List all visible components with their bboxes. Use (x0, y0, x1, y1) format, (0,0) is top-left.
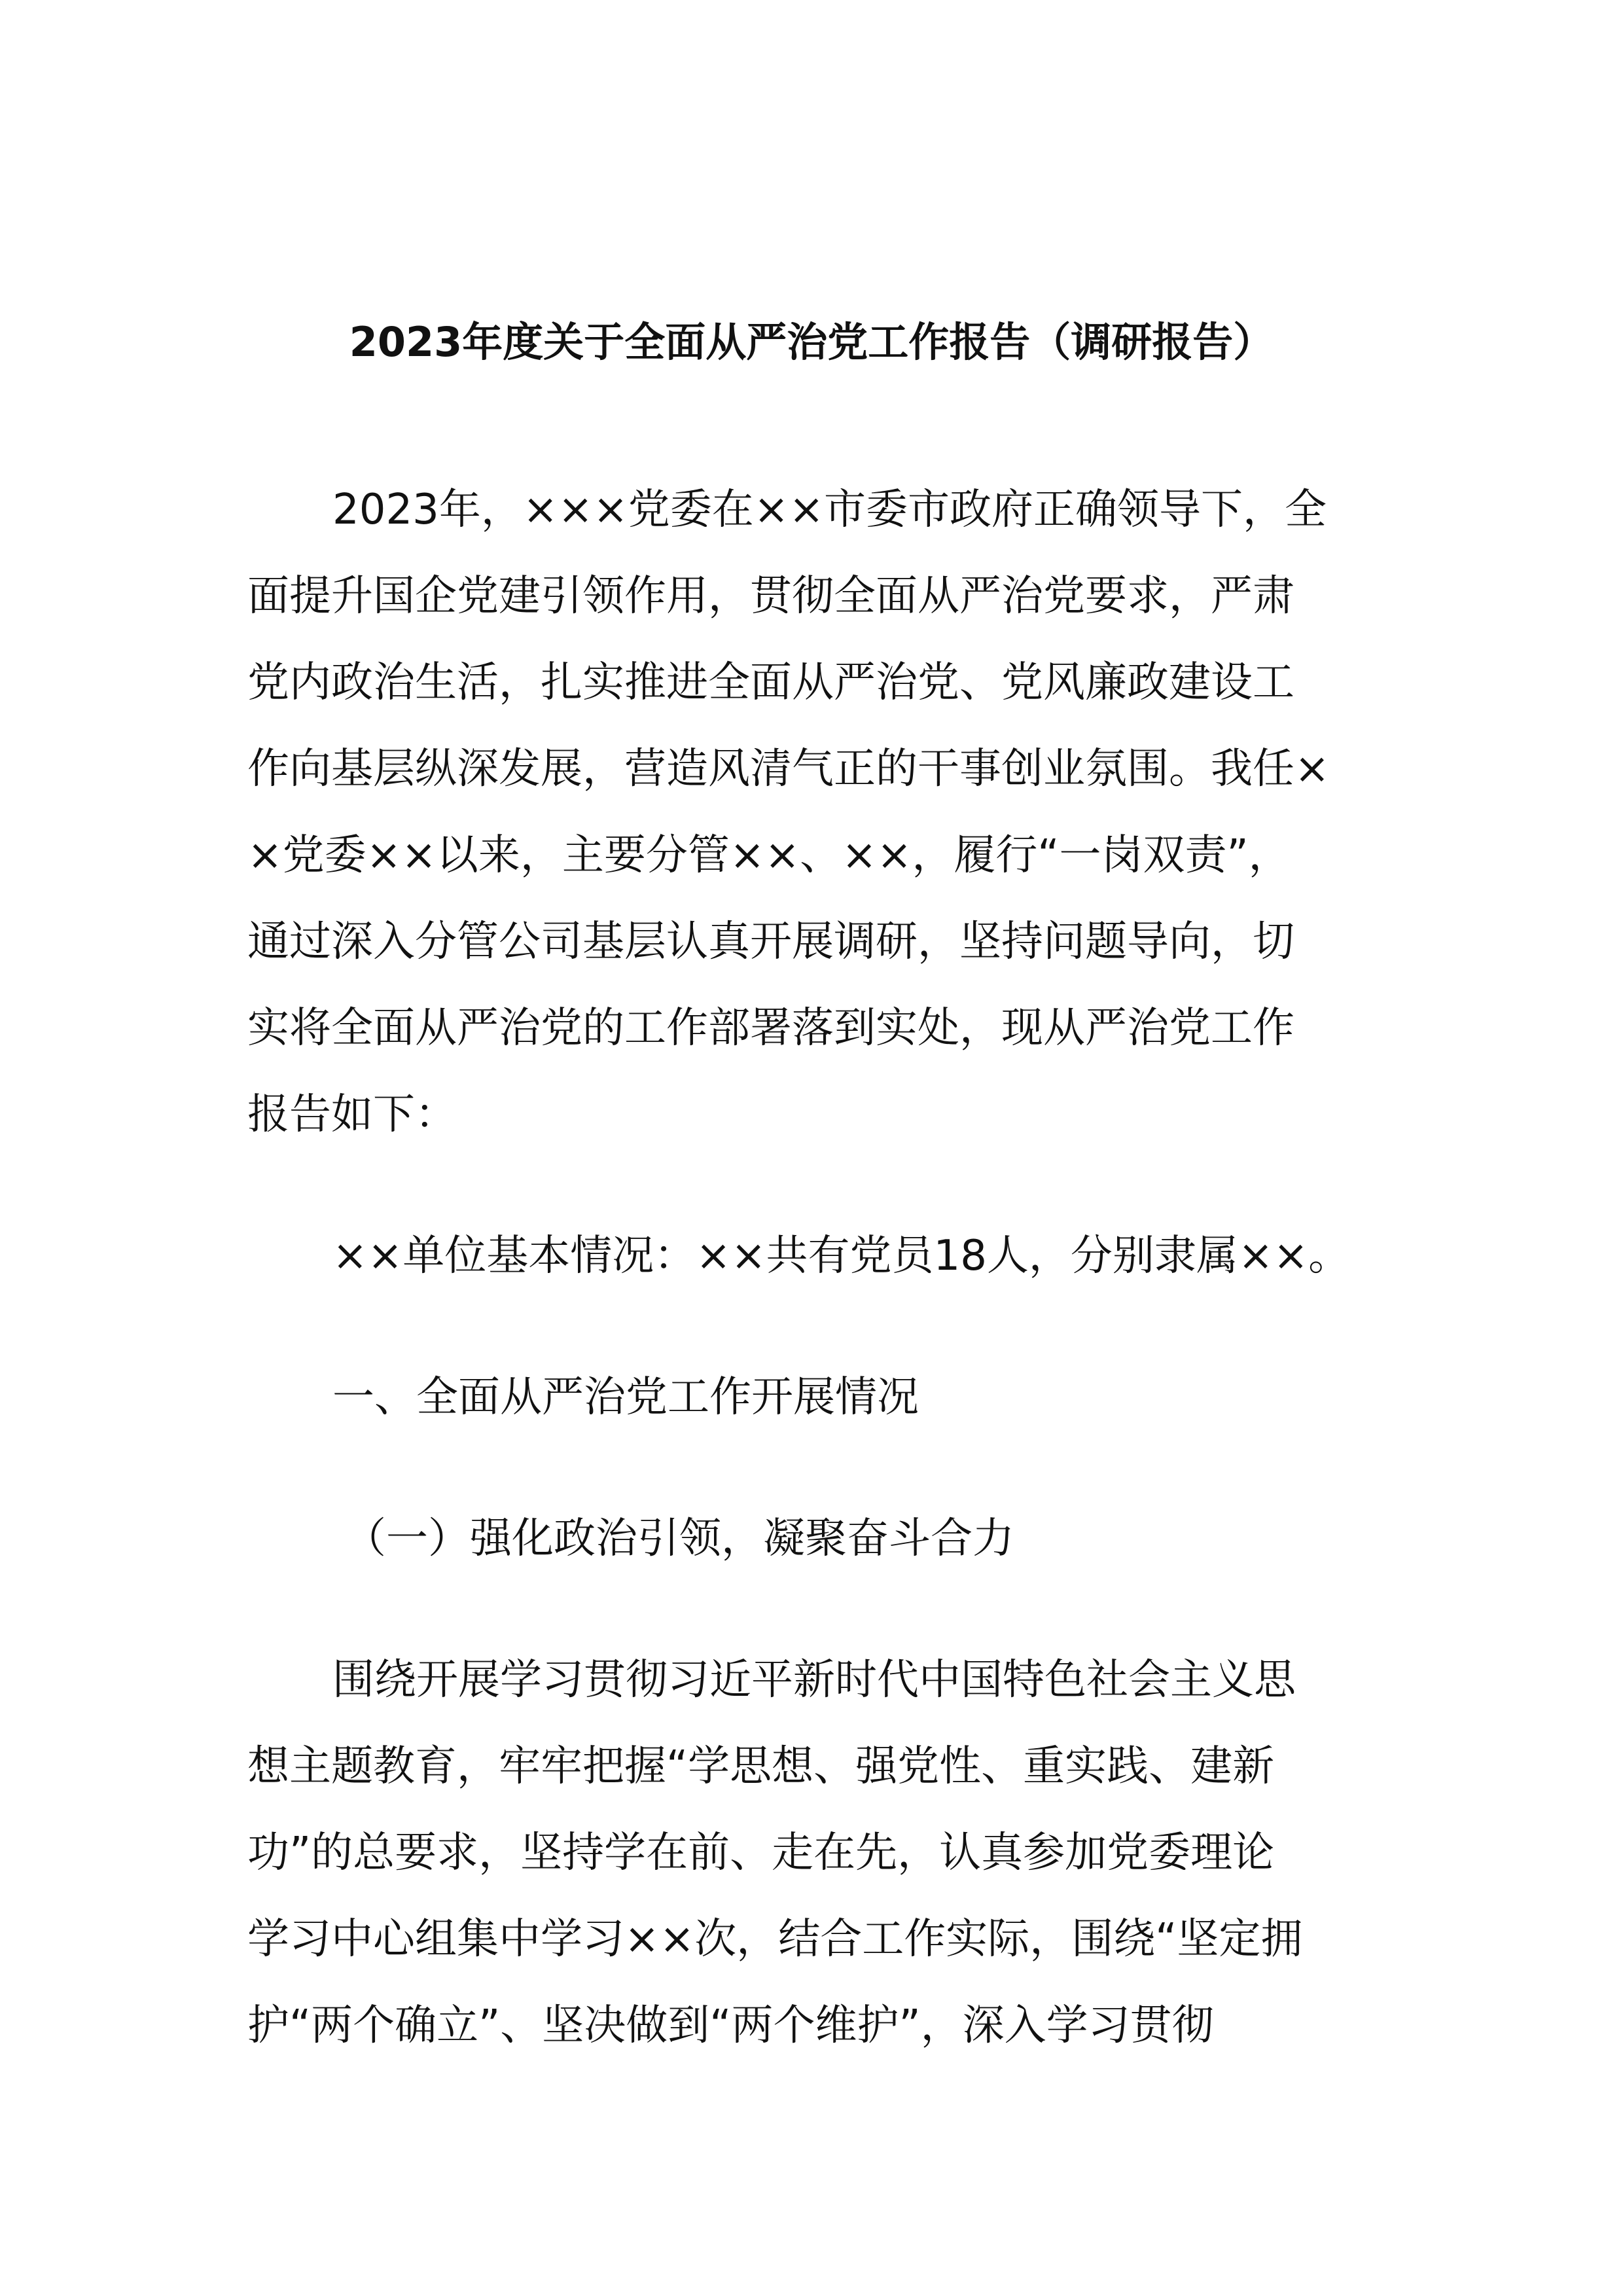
section-body-line-5: 护“两个确立”、坚决做到“两个维护”，深入学习贯彻 (247, 2001, 1214, 2050)
intro-line-7: 实将全面从严治党的工作部署落到实处，现从严治党工作 (247, 1004, 1294, 1052)
basic-info-paragraph: ××单位基本情况：××共有党员18人，分别隶属××。 (332, 1232, 1351, 1280)
intro-line-2: 面提升国企党建引领作用，贯彻全面从严治党要求，严肃 (247, 572, 1294, 620)
intro-line-3: 党内政治生活，扎实推进全面从严治党、党风廉政建设工 (247, 658, 1294, 707)
section-body-line-1: 围绕开展学习贯彻习近平新时代中国特色社会主义思 (332, 1656, 1296, 1704)
document-title: 2023年度关于全面从严治党工作报告（调研报告） (349, 318, 1274, 366)
section-body-line-4: 学习中心组集中学习××次，结合工作实际，围绕“坚定拥 (247, 1915, 1303, 1964)
intro-line-6: 通过深入分管公司基层认真开展调研，坚持问题导向，切 (247, 918, 1294, 966)
intro-line-1: 2023年，×××党委在××市委市政府正确领导下，全 (332, 486, 1327, 534)
section-heading: 一、全面从严治党工作开展情况 (332, 1373, 919, 1422)
intro-line-4: 作向基层纵深发展，营造风清气正的干事创业氛围。我任× (247, 745, 1330, 793)
subsection-heading: （一）强化政治引领，凝聚奋斗合力 (344, 1515, 1014, 1563)
intro-line-8: 报告如下： (247, 1090, 457, 1139)
intro-line-5: ×党委××以来，主要分管××、××，履行“一岗双责”， (247, 831, 1291, 880)
section-body-line-2: 想主题教育，牢牢把握“学思想、强党性、重实践、建新 (247, 1742, 1275, 1791)
section-body-line-3: 功”的总要求，坚持学在前、走在先，认真参加党委理论 (247, 1829, 1275, 1877)
